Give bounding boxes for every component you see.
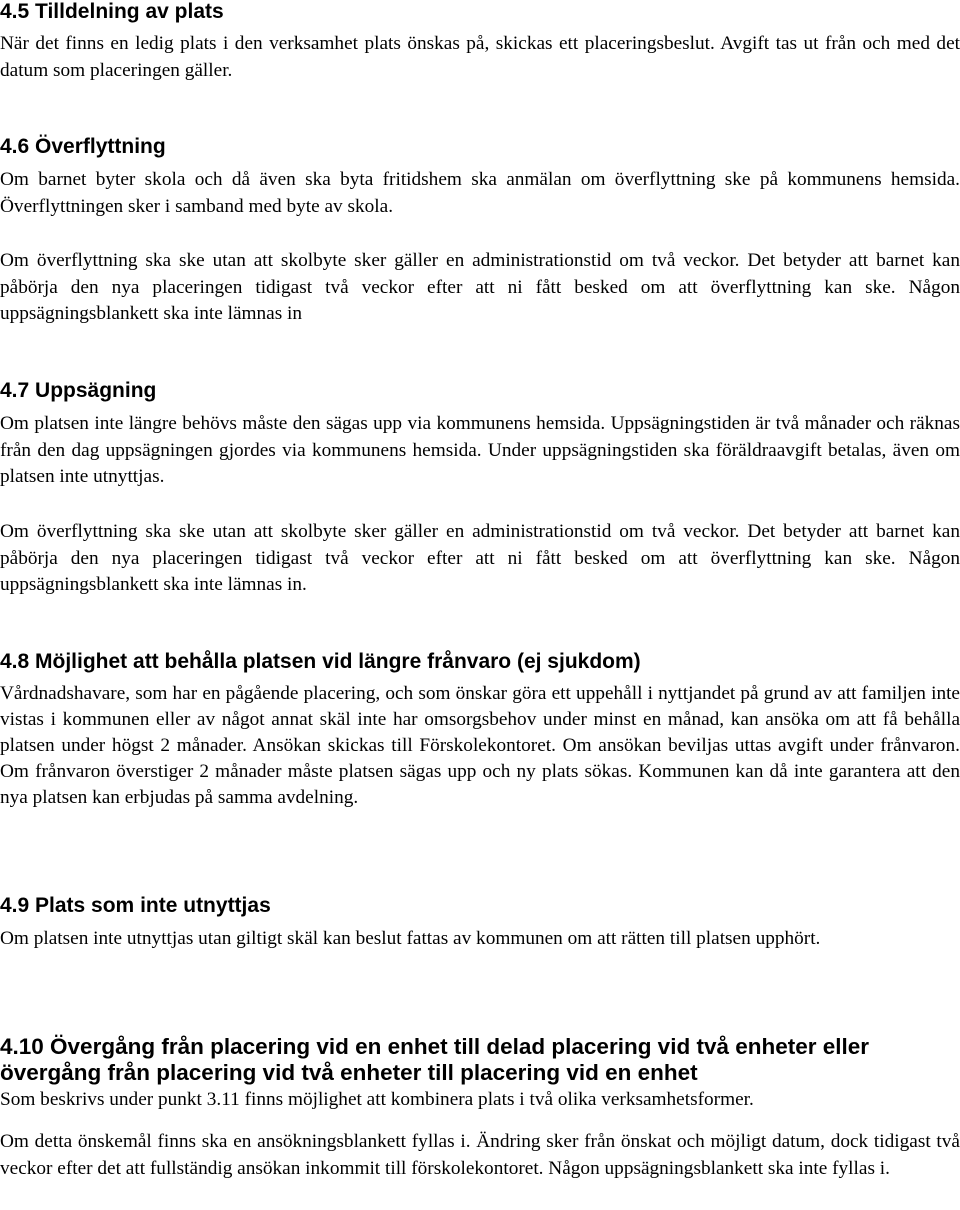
section-4-7-paragraph-1: Om platsen inte längre behövs måste den sägas upp via kommunens hemsida. Uppsägningstiden är två månader och räknas från den dag uppsägningen gjordes via kommunens hemsida. Under uppsägningstiden ska föräldraavgift betalas, även om platsen inte utnyttjas.	[0, 413, 960, 487]
section-4-7-paragraph-2: Om överflyttning ska ske utan att skolbyte sker gäller en administrationstid om två veckor. Det betyder att barnet kan påbörja den nya placeringen tidigast två veckor efter att ni fått besked om att överflyttning kan ske. Någon uppsägningsblankett ska inte lämnas in.	[0, 521, 960, 595]
section-heading-4-5: 4.5 Tilldelning av plats	[0, 0, 224, 23]
section-heading-4-10: 4.10 Övergång från placering vid en enhet till delad placering vid två enheter eller övergång från placering vid två enheter till placering vid en enhet	[0, 1034, 870, 1085]
section-heading-4-6: 4.6 Överflyttning	[0, 135, 166, 158]
section-4-10-paragraph-1: Som beskrivs under punkt 3.11 finns möjlighet att kombinera plats i två olika verksamhetsformer.	[0, 1089, 754, 1110]
section-4-8-paragraph-1: Vårdnadshavare, som har en pågående placering, och som önskar göra ett uppehåll i nyttjandet på grund av att familjen inte vistas i kommunen eller av något annat skäl inte har omsorgsbehov under minst en månad, kan ansöka om att få behålla platsen under högst 2 månader. Ansökan skickas till Förskolekontoret. Om ansökan beviljas uttas avgift under frånvaron. Om frånvaron överstiger 2 månader måste platsen sägas upp och ny plats sökas. Kommunen kan då inte garantera att den nya platsen kan erbjudas på samma avdelning.	[0, 683, 960, 808]
section-heading-4-8: 4.8 Möjlighet att behålla platsen vid längre frånvaro (ej sjukdom)	[0, 650, 641, 673]
section-heading-4-7: 4.7 Uppsägning	[0, 379, 157, 402]
section-4-10-paragraph-2: Om detta önskemål finns ska en ansökningsblankett fyllas i. Ändring sker från önskat och möjligt datum, dock tidigast två veckor efter det att fullständig ansökan inkommit till förskolekontoret. Någon uppsägningsblankett ska inte fyllas i.	[0, 1131, 960, 1179]
section-4-9-paragraph-1: Om platsen inte utnyttjas utan giltigt skäl kan beslut fattas av kommunen om att rätten till platsen upphört.	[0, 928, 821, 949]
section-4-6-paragraph-1: Om barnet byter skola och då även ska byta fritidshem ska anmälan om överflyttning ske på kommunens hemsida. Överflyttningen sker i samband med byte av skola.	[0, 169, 960, 217]
section-4-5-paragraph-1: När det finns en ledig plats i den verksamhet plats önskas på, skickas ett placeringsbeslut. Avgift tas ut från och med det datum som placeringen gäller.	[0, 33, 960, 81]
section-heading-4-9: 4.9 Plats som inte utnyttjas	[0, 894, 271, 917]
section-4-6-paragraph-2: Om överflyttning ska ske utan att skolbyte sker gäller en administrationstid om två veckor. Det betyder att barnet kan påbörja den nya placeringen tidigast två veckor efter att ni fått besked om att överflyttning kan ske. Någon uppsägningsblankett ska inte lämnas in	[0, 250, 960, 324]
